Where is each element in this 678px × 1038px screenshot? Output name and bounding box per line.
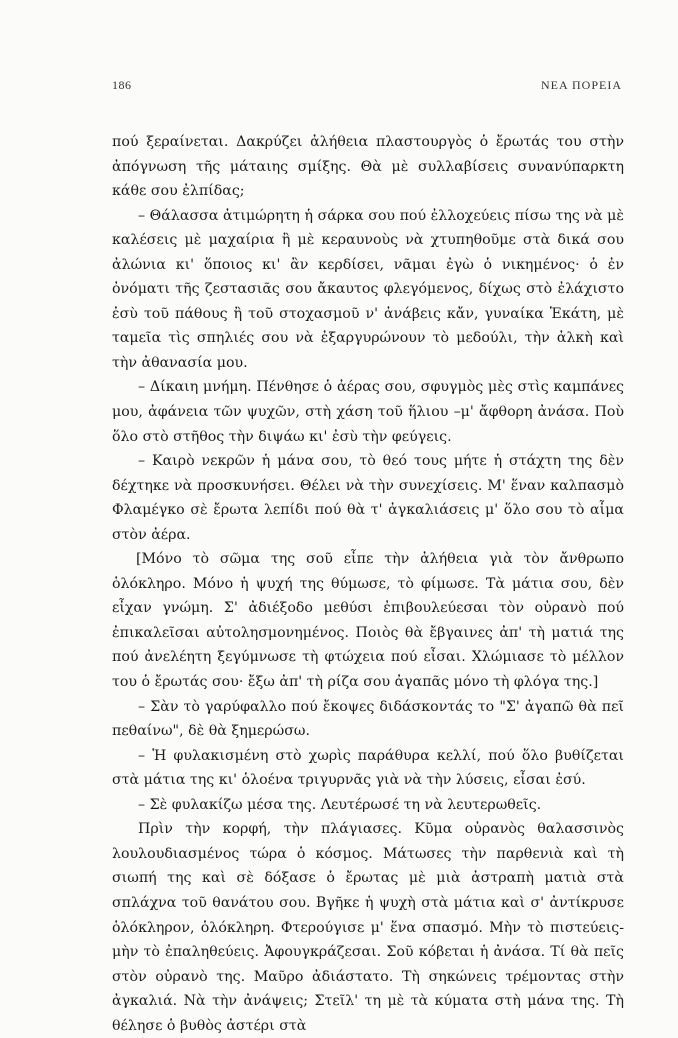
page-number: 186 [112,78,132,92]
paragraph: – Ἡ φυλακισμένη στὸ χωρὶς παράθυρα κελλί, πού ὅλο βυθίζεται στὰ μάτια της κι' ὁλοένα τριγυρνᾶς γιὰ νὰ τὴν λύσεις, εἶσαι ἐσύ. [112,747,624,789]
paragraph: – Σὰν τὸ γαρύφαλλο πού ἔκοψες διδάσκοντάς το "Σ' ἀγαπῶ θὰ πεῖ πεθαίνω", δὲ θὰ ξημερώσω. [112,698,624,740]
paragraph: πού ξεραίνεται. Δακρύζει ἀλήθεια πλαστουργὸς ὁ ἔρωτάς του στὴν ἀπόγνωση τῆς μάταιης σμίξης. Θὰ μὲ συλλαβίσεις συνανύπαρκτη κάθε σου ἐλπίδας; [112,134,624,200]
paragraph: – Σὲ φυλακίζω μέσα της. Λευτέρωσέ τη νὰ λευτερωθεῖς. [138,796,542,813]
paragraph: Πρὶν τὴν κορφή, τὴν πλάγιασες. Κῦμα οὐρανὸς θαλασσινὸς λουλουδιασμένος τώρα ὁ κόσμος. Μάτωσες τὴν παρθενιὰ καὶ τὴ σιωπή της καὶ σὲ δόξασε ὁ ἔρωτας μὲ μιὰ ἀστραπὴ ματιὰ στὰ σπλάχνα τοῦ θανάτου σου. Βγῆκε ἡ ψυχὴ στὰ μάτια καὶ σ' ἀντίκρυσε ὁλόκληρον, ὁλόκληρη. Φτερούγισε μ' ἕνα σπασμό. Μὴν τὸ πιστεύεις-μὴν τὸ ἐπαληθεύεις. Ἀφουγκράζεσαι. Σοῦ κόβεται ἡ ἀνάσα. Τί θὰ πεῖς στὸν οὐρανὸ της. Μαῦρο ἀδιάστατο. Τὴ σηκώνεις τρέμοντας στὴν ἀγκαλιά. Νὰ τὴν ἀνάψεις; Στεῖλ' τη μὲ τὰ κύματα στὴ μάνα της. Τὴ θέλησε ὁ βυθὸς ἀστέρι στὰ [112,821,624,1034]
paragraph: – Θάλασσα ἀτιμώρητη ἡ σάρκα σου πού ἐλλοχεύεις πίσω της νὰ μὲ καλέσεις μὲ μαχαίρια ἢ μὲ κεραυνοὺς νὰ χτυπηθοῦμε στὰ δικά σου ἀλώνια κι' ὅποιος κι' ἂν κερδίσει, νᾶμαι ἐγὼ ὁ νικημένος· ὁ ἐν ὀνόματι τῆς ζεστασιᾶς σου ἄκαυτος φλεγόμενος, δίχως στὸ ἐλάχιστο ἐσὺ τοῦ πάθους ἢ τοῦ στοχασμοῦ ν' ἀνάβεις κἄν, γυναίκα Ἑκάτη, μὲ ταμεῖα τὶς σπηλιές σου νὰ ἐξαργυρώνουν τὸ μεδούλι, τὴν ἀλκὴ καὶ τὴν ἀθανασία μου. [112,207,624,371]
body-text [112,130,624,1038]
running-head-title: ΝΕΑ ΠΟΡΕΙΑ [541,78,622,92]
bracketed-paragraph: [Μόνο τὸ σῶμα της σοῦ εἶπε τὴν ἀλήθεια γιὰ τὸν ἄνθρωπο ὁλόκληρο. Μόνο ἡ ψυχή της θύμωσε, τὸ φίμωσε. Τὰ μάτια σου, δὲν εἶχαν γνώμη. Σ' ἀδιέξοδο μεθύσι ἐπιβουλεύεσαι τὸν οὐρανὸ πού ἐπικαλεῖσαι αὐτολησμονημένος. Ποιὸς θὰ ἔβγαινες ἀπ' τὴ ματιά της πού ἀνελέητη ξεγύμνωσε τὴ φτώχεια πού εἶσαι. Χλώμιασε τὸ μέλλον του ὁ ἔρωτάς σου· ἔξω ἀπ' τὴ ρίζα σου ἀγαπᾶς μόνο τὴ φλόγα της.] [112,551,624,691]
paragraph: – Δίκαιη μνήμη. Πένθησε ὁ ἀέρας σου, σφυγμὸς μὲς στὶς καμπάνες μου, ἀφάνεια τῶν ψυχῶν, στὴ χάση τοῦ ἥλιου –μ' ἄφθορη ἀνάσα. Ποὺ ὅλο στὸ στῆθος τὴν διψάω κι' ἐσὺ τὴν φεύγεις. [112,379,624,445]
paragraph: – Καιρὸ νεκρῶν ἡ μάνα σου, τὸ θεό τους μήτε ἡ στάχτη της δὲν δέχτηκε νὰ προσκυνήσει. Θέλει νὰ τὴν συνεχίσεις. Μ' ἕναν καλπασμὸ Φλαμέγκο σὲ ἔρωτα λεπίδι πού θὰ τ' ἀγκαλιάσεις μ' ὅλο σου τὸ αἷμα στὸν ἀέρα. [112,453,624,543]
page-header [112,78,622,96]
